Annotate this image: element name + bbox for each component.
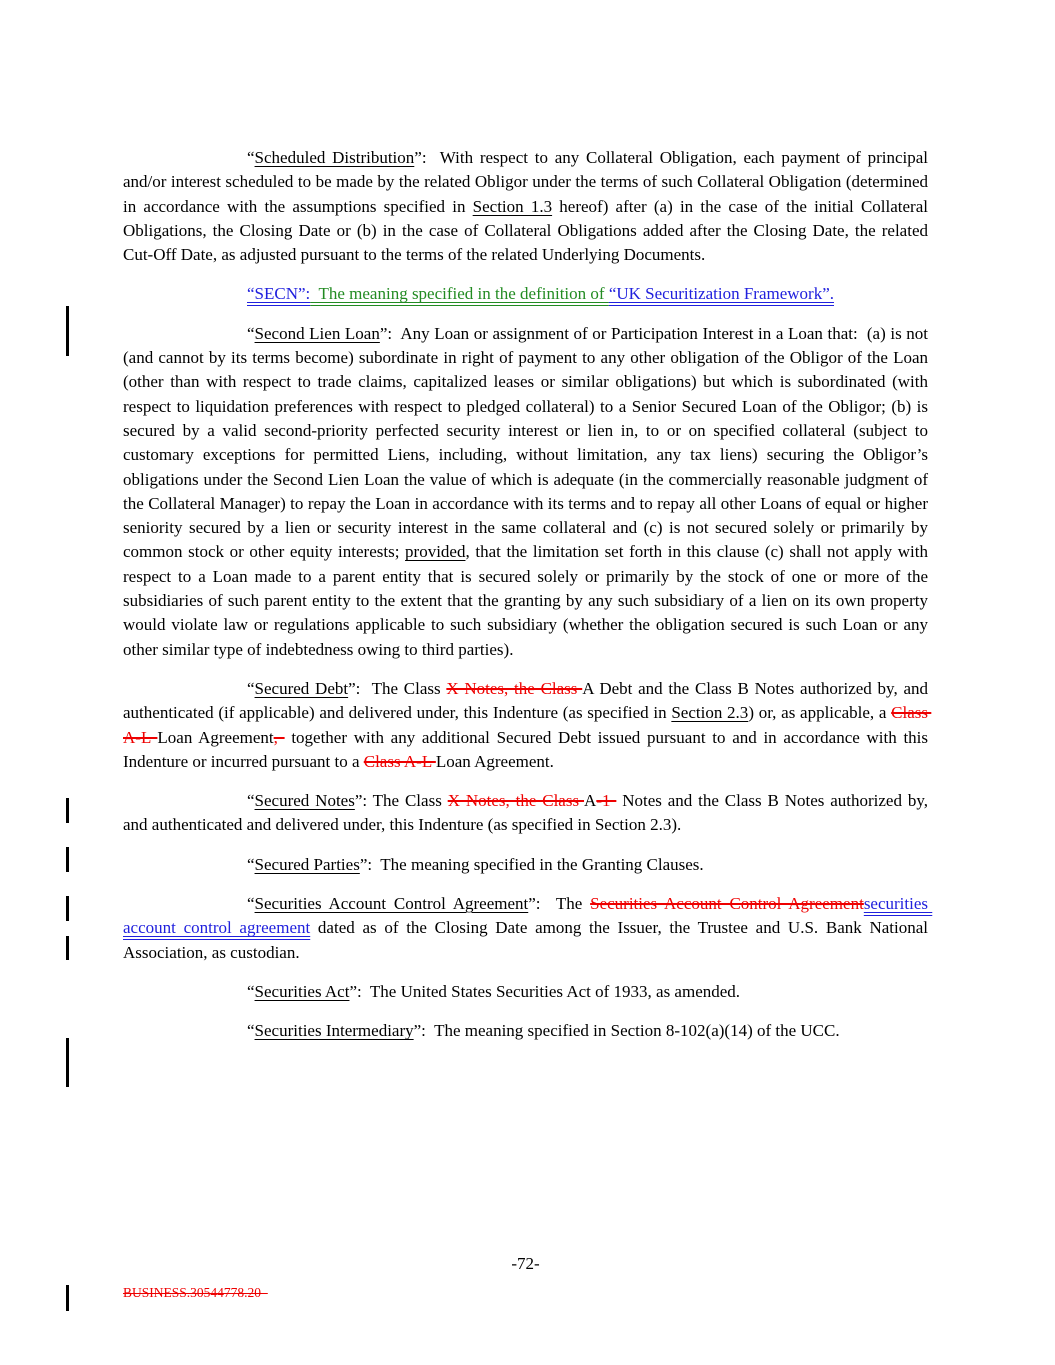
text-run-term: Scheduled Distribution	[254, 148, 415, 167]
text-run-del: Securities Account Control Agreement	[590, 894, 864, 914]
text-run-term: Section 1.3	[472, 196, 553, 216]
definition-scheduled-distribution	[123, 146, 933, 267]
text-run-underline: provided	[405, 542, 466, 562]
text-run-normal: “	[247, 791, 255, 811]
text-run-ins-blue: “SECN”:	[247, 284, 311, 304]
change-bar	[66, 306, 69, 356]
definition-second-lien-loan	[123, 322, 933, 662]
text-run-normal: ”: The United States Securities Act of 1933, as amended.	[349, 981, 741, 1001]
change-bar	[66, 1038, 69, 1087]
text-run-normal: ”: The	[528, 894, 591, 914]
text-run-normal: ”: Any Loan or assignment of or Participation Interest in a Loan that: (a) is not (and cannot by its terms become) subordinate in right of payment to any other obligation of the Obligor of the Loan (other than with respect to trade claims, capitalized leases or similar obligations) but which is subordinated (with respect to liquidation preferences with respect to pledged collateral) to a Senior Secured Loan of the Obligor; (b) is secured by a valid second-priority perfected security interest or lien in, to or on specified collateral (subject to customary exceptions for permitted Liens, including, without limitation, any tax liens) securing the Obligor’s obligations under the Second Lien Loan the value of which is adequate (in the commercially reasonable judgment of the Collateral Manager) to repay the Loan in accordance with its terms and to repay all other Loans of equal or higher seniority secured by a lien or security interest in the same collateral and (c) is not secured solely or primarily by common stock or other equity interests;	[123, 323, 933, 562]
definition-securities-intermediary	[123, 1019, 928, 1043]
text-run-term: Securities Account Control Agreement	[254, 894, 529, 914]
text-run-normal: , that the limitation set forth in this clause (c) shall not apply with respect to a Loan made to a parent entity that is secured solely or primarily by the stock of one or more of the subsidiaries of such parent entity to the extent that the granting by any such subsidiary of a lien on its own property would violate law or regulations applicable to such subsidiary (whether the obligation secured is such Loan or any other similar type of indebtedness owing to third parties).	[123, 542, 933, 659]
text-run-normal: ”: The meaning specified in Section 8-102(a)(14) of the UCC.	[413, 1021, 840, 1041]
text-run-term: Secured Notes	[254, 791, 355, 811]
change-bar	[66, 798, 69, 823]
text-run-normal: A Debt and the Class B Notes authorized by, and authenticated (if applicable) and delivered under, this Indenture (as specified in	[123, 678, 933, 723]
text-run-normal: together with any additional Secured Debt issued pursuant to and in accordance with this Indenture or incurred pursuant to a	[123, 727, 933, 771]
text-run-normal: “	[247, 981, 255, 1001]
text-run-normal: dated as of the Closing Date among the Issuer, the Trustee and U.S. Bank National Association, as custodian.	[123, 918, 932, 962]
text-run-normal: hereof) after (a) in the case of the initial Collateral Obligations, the Closing Date or (b) in the case of Collateral Obligations added after the Closing Date, the related Cut-Off Date, as adjusted pursuant to the terms of the related Underlying Documents.	[123, 196, 933, 265]
text-run-normal: Notes and the Class B Notes authorized by, and authenticated and delivered under, this Indenture (as specified in Section 2.3).	[123, 791, 933, 835]
text-run-normal: “	[247, 1021, 255, 1041]
definition-secn	[123, 282, 928, 306]
text-run-del: -1	[596, 791, 617, 811]
text-run-del: X Notes, the Class	[447, 791, 585, 811]
text-run-normal: Loan Agreement	[157, 727, 274, 747]
text-run-ins-green: The meaning specified in the definition of	[310, 284, 609, 304]
change-bar	[66, 847, 69, 872]
text-run-normal: “	[247, 323, 255, 343]
definition-securities-act	[123, 980, 928, 1004]
text-run-del: Class A-L	[123, 703, 932, 747]
doc-id-stamp: BUSINESS.30544778.20	[123, 1285, 268, 1300]
text-run-term: Second Lien Loan	[254, 323, 380, 343]
text-run-term: Section 2.3	[671, 703, 749, 723]
text-run-normal: “	[247, 678, 255, 698]
change-bar	[66, 936, 69, 960]
text-run-term: Secured Debt	[254, 678, 349, 698]
change-bar	[66, 1285, 69, 1311]
text-run-term: Securities Act	[254, 981, 350, 1001]
text-run-del: Class A-L	[363, 751, 436, 771]
text-run-del: X Notes, the Class	[446, 678, 583, 698]
definition-securities-account-control-agreement	[123, 892, 933, 965]
text-run-normal: ”: The Class	[348, 678, 447, 698]
text-run-normal: “	[247, 894, 255, 914]
page-number: -72-	[511, 1254, 540, 1273]
text-run-del: ,	[273, 727, 285, 747]
definition-secured-debt	[123, 677, 933, 774]
text-run-ins-blue: securities account control agreement	[123, 894, 933, 938]
text-run-normal: ”: The meaning specified in the Granting Clauses.	[359, 854, 704, 874]
text-run-normal: Loan Agreement.	[435, 751, 554, 771]
text-run-ins-blue: “UK Securitization Framework”.	[608, 284, 834, 304]
text-run-normal: “	[247, 854, 255, 874]
definition-secured-notes	[123, 789, 933, 838]
text-run-normal: ”: With respect to any Collateral Obligation, each payment of principal and/or interest scheduled to be made by the related Obligor under the terms of such Collateral Obligation (determined in accordance with the assumptions specified in	[123, 148, 933, 216]
text-run-normal: “	[247, 148, 255, 167]
text-run-normal: ”: The Class	[354, 791, 448, 811]
change-bar	[66, 896, 69, 921]
text-run-term: Secured Parties	[254, 854, 360, 874]
text-run-normal: A	[584, 791, 597, 811]
text-run-term: Securities Intermediary	[254, 1021, 414, 1041]
definition-secured-parties	[123, 853, 928, 877]
text-run-normal: ) or, as applicable, a	[748, 703, 892, 723]
document-body	[123, 146, 933, 1059]
